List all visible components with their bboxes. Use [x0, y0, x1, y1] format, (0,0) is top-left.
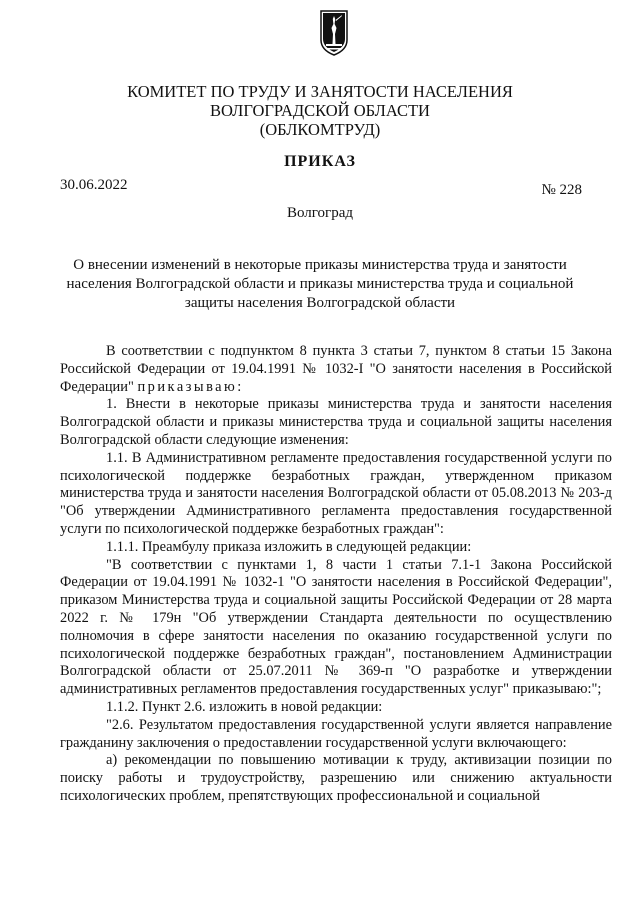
paragraph-item-1-1-2: 1.1.2. Пункт 2.6. изложить в новой редакции:	[106, 698, 383, 715]
paragraph-new-preamble: "В соответствии с пунктами 1, 8 части 1 статьи 7.1-1 Закона Российской Федерации от 19.04.1991 № 1032-1 "О занятости населения в Российской Федерации", приказом Министерства труда и социальной защиты Российской Федерации от 28 марта 2022 г. № 179н "Об утверждении Стандарта деятельности по осуществлению полномочия в сфере занятости населения по оказанию государственной услуги по психологической поддержке безработных граждан", постановлением Администрации Волгоградской области от 25.07.2011 № 369-п "О разработке и утверждении административных регламентов предоставления государственных услуг" приказываю:";	[60, 556, 612, 698]
org-line-2: ВОЛГОГРАДСКОЙ ОБЛАСТИ	[210, 101, 430, 120]
document-number: № 228	[541, 182, 582, 198]
order-keyword: приказываю:	[137, 378, 244, 395]
document-date: 30.06.2022	[60, 177, 128, 193]
paragraph-item-1: 1. Внести в некоторые приказы министерства труда и занятости населения Волгоградской области и приказы министерства труда и социальной защиты населения Волгоградской области следующие изменения:	[60, 396, 612, 448]
organization-name	[0, 82, 640, 139]
paragraph-item-1-1-1: 1.1.1. Преамбулу приказа изложить в следующей редакции:	[106, 538, 472, 555]
subject-line-1: О внесении изменений в некоторые приказы министерства труда и занятости	[73, 257, 567, 273]
coat-of-arms-icon	[319, 10, 349, 56]
preamble-text: В соответствии с подпунктом 8 пункта 3 статьи 7, пунктом 8 статьи 15 Закона Российской Федерации от 19.04.1991 № 1032-I "О занятости населения в Российской Федерации"	[60, 343, 612, 395]
document-type: ПРИКАЗ	[284, 153, 356, 170]
paragraph-item-a: а) рекомендации по повышению мотивации к труду, активизации позиции по поиску работы и трудоустройству, разрешению или снижению актуальности психологических проблем, препятствующих профессиональной и социальной	[60, 752, 612, 804]
document-city: Волгоград	[286, 205, 353, 221]
subject-line-3: защиты населения Волгоградской области	[184, 295, 456, 311]
document-subject	[60, 256, 580, 313]
org-line-1: КОМИТЕТ ПО ТРУДУ И ЗАНЯТОСТИ НАСЕЛЕНИЯ	[127, 82, 513, 101]
document-body	[60, 343, 612, 806]
paragraph-preamble	[60, 343, 612, 396]
org-line-3: (ОБЛКОМТРУД)	[259, 120, 381, 139]
paragraph-item-1-1: 1.1. В Административном регламенте предоставления государственной услуги по психологической поддержке безработных граждан, утвержденном приказом министерства труда и занятости населения Волгоградской области от 05.08.2013 № 203-д "Об утверждении Административного регламента предоставления государственной услуги по психологической поддержке безработных граждан":	[60, 449, 612, 537]
paragraph-item-2-6: "2.6. Результатом предоставления государственной услуги является направление гражданину заключения о предоставлении государственной услуги включающего:	[60, 716, 612, 751]
subject-line-2: населения Волгоградской области и приказы министерства труда и социальной	[66, 276, 574, 292]
